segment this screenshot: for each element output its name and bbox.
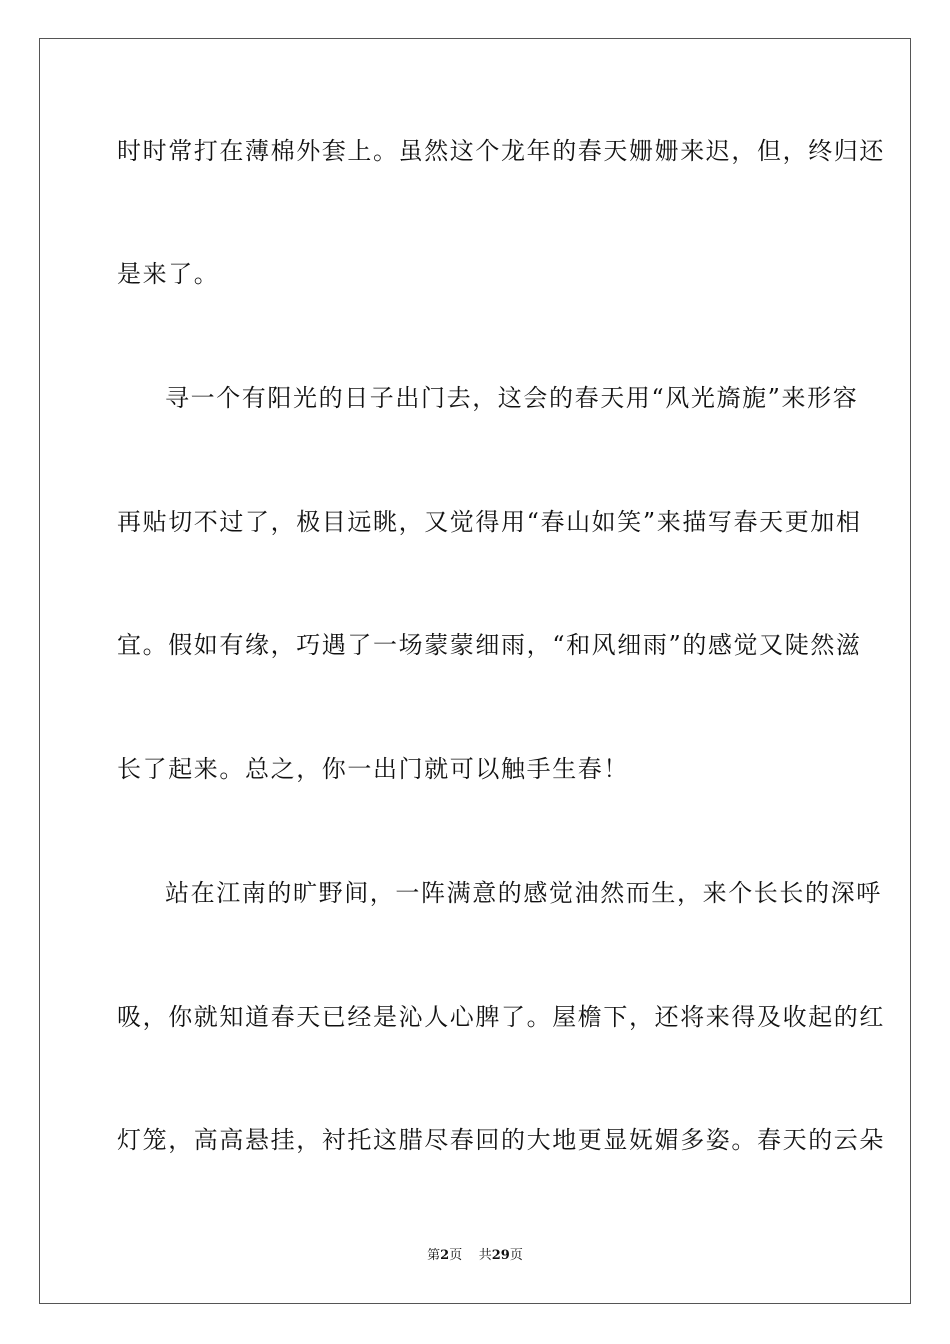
page-number: 2 (440, 1248, 450, 1263)
page-border (39, 38, 911, 1304)
page-footer (0, 1247, 950, 1265)
total-suffix: 页 (509, 1248, 523, 1263)
total-prefix: 共 (478, 1248, 492, 1263)
page-prefix: 第 (427, 1248, 441, 1263)
text-line-5: 宜。假如有缘，巧遇了一场蒙蒙细雨，“和风细雨”的感觉又陡然滋 (117, 631, 862, 659)
total-pages: 29 (491, 1248, 510, 1263)
text-line-8: 吸，你就知道春天已经是沁人心脾了。屋檐下，还将来得及收起的红 (117, 1003, 885, 1031)
page-suffix: 页 (449, 1248, 463, 1263)
text-line-4: 再贴切不过了，极目远眺，又觉得用“春山如笑”来描写春天更加相 (117, 508, 862, 536)
text-line-1: 时时常打在薄棉外套上。虽然这个龙年的春天姗姗来迟，但，终归还 (117, 137, 885, 165)
text-line-2: 是来了。 (117, 260, 220, 288)
text-line-9: 灯笼，高高悬挂，衬托这腊尽春回的大地更显妩媚多姿。春天的云朵 (117, 1126, 885, 1154)
text-line-6: 长了起来。总之，你一出门就可以触手生春！ (117, 755, 629, 783)
text-line-3: 寻一个有阳光的日子出门去，这会的春天用“风光旖旎”来形容 (165, 384, 859, 412)
text-line-7: 站在江南的旷野间，一阵满意的感觉油然而生，来个长长的深呼 (165, 879, 882, 907)
